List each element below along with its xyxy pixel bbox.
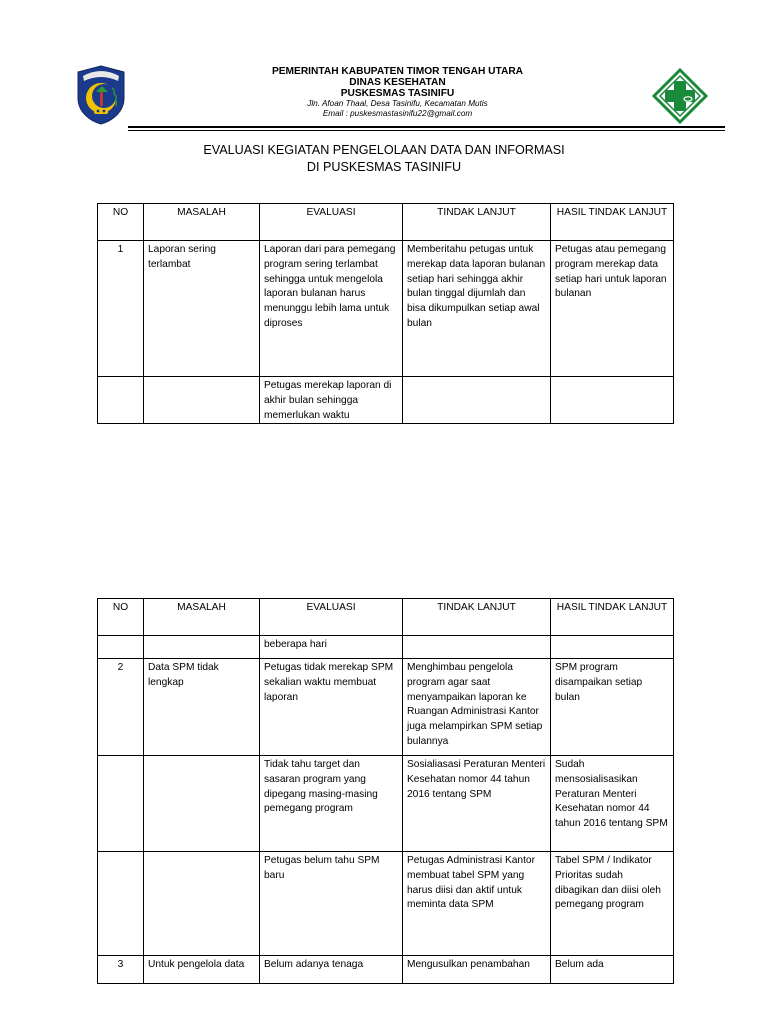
header-no: NO [98,204,144,241]
cell-tindak-lanjut: Petugas Administrasi Kantor membuat tabel SPM yang harus diisi dan aktif untuk meminta data SPM [403,852,551,956]
letterhead-email: Email : puskesmastasinifu22@gmail.com [322,109,473,118]
header-hasil: HASIL TINDAK LANJUT [551,599,674,636]
header-masalah: MASALAH [144,599,260,636]
letterhead-department: DINAS KESEHATAN [349,77,446,88]
cell-evaluasi: Petugas merekap laporan di akhir bulan sehingga memerlukan waktu [260,377,403,424]
cell-no: 1 [98,241,144,377]
cell-no [98,636,144,659]
cell-no: 2 [98,659,144,756]
cell-no: 3 [98,956,144,984]
cell-masalah [144,756,260,852]
cell-no [98,377,144,424]
cell-evaluasi: Laporan dari para pemegang program sering terlambat sehingga untuk mengelola laporan bulanan harus menunggu lebih lama untuk diproses [260,241,403,377]
letterhead [70,60,725,132]
header-tindak-lanjut: TINDAK LANJUT [403,599,551,636]
table-header-row [98,599,674,636]
cell-tindak-lanjut [403,377,551,424]
letterhead-government: PEMERINTAH KABUPATEN TIMOR TENGAH UTARA [271,66,524,77]
cell-evaluasi: beberapa hari [260,636,403,659]
header-evaluasi: EVALUASI [260,204,403,241]
cell-masalah [144,852,260,956]
header-tindak-lanjut: TINDAK LANJUT [403,204,551,241]
cell-masalah: Laporan sering terlambat [144,241,260,377]
cell-evaluasi: Tidak tahu target dan sasaran program yang dipegang masing-masing pemegang program [260,756,403,852]
table-header-row [98,204,674,241]
cell-evaluasi: Petugas belum tahu SPM baru [260,852,403,956]
table-row [98,377,674,424]
table-row [98,636,674,659]
document-title-line1: EVALUASI KEGIATAN PENGELOLAAN DATA DAN INFORMASI [203,143,565,157]
table-row [98,659,674,756]
table-row [98,241,674,377]
letterhead-rule-thin [128,130,725,131]
cell-hasil: SPM program disampaikan setiap bulan [551,659,674,756]
document-title-line2: DI PUSKESMAS TASINIFU [306,160,462,174]
cell-no [98,756,144,852]
letterhead-address: Jln. Afoan Thaal, Desa Tasinifu, Kecamatan Mutis [307,99,488,108]
cell-hasil [551,636,674,659]
table-row [98,852,674,956]
puskesmas-cross-logo-icon [652,68,708,124]
evaluation-table-2 [97,598,674,984]
cell-tindak-lanjut: Menghimbau pengelola program agar saat menyampaikan laporan ke Ruangan Administrasi Kantor juga melampirkan SPM setiap bulannya [403,659,551,756]
cell-evaluasi: Petugas tidak merekap SPM sekalian waktu membuat laporan [260,659,403,756]
cell-masalah: Untuk pengelola data [144,956,260,984]
cell-hasil: Petugas atau pemegang program merekap data setiap hari untuk laporan bulanan [551,241,674,377]
cell-tindak-lanjut: Mengusulkan penambahan [403,956,551,984]
cell-hasil: Tabel SPM / Indikator Prioritas sudah dibagikan dan diisi oleh pemegang program [551,852,674,956]
cell-no [98,852,144,956]
cell-tindak-lanjut [403,636,551,659]
table-row [98,956,674,984]
letterhead-text [70,66,725,119]
letterhead-rule-thick [128,126,725,128]
header-no: NO [98,599,144,636]
evaluation-table-1 [97,203,674,424]
cell-tindak-lanjut: Memberitahu petugas untuk merekap data laporan bulanan setiap hari sehingga akhir bulan tinggal dijumlah dan bisa dikumpulkan setiap awal bulan [403,241,551,377]
cell-masalah: Data SPM tidak lengkap [144,659,260,756]
header-evaluasi: EVALUASI [260,599,403,636]
cell-masalah [144,377,260,424]
cell-masalah [144,636,260,659]
header-masalah: MASALAH [144,204,260,241]
header-hasil: HASIL TINDAK LANJUT [551,204,674,241]
table-row [98,756,674,852]
cell-hasil [551,377,674,424]
cell-evaluasi: Belum adanya tenaga [260,956,403,984]
cell-hasil: Sudah mensosialisasikan Peraturan Menteri Kesehatan nomor 44 tahun 2016 tentang SPM [551,756,674,852]
letterhead-health-center: PUSKESMAS TASINIFU [340,88,455,99]
document-title [0,142,768,176]
cell-hasil: Belum ada [551,956,674,984]
cell-tindak-lanjut: Sosialiasasi Peraturan Menteri Kesehatan nomor 44 tahun 2016 tentang SPM [403,756,551,852]
